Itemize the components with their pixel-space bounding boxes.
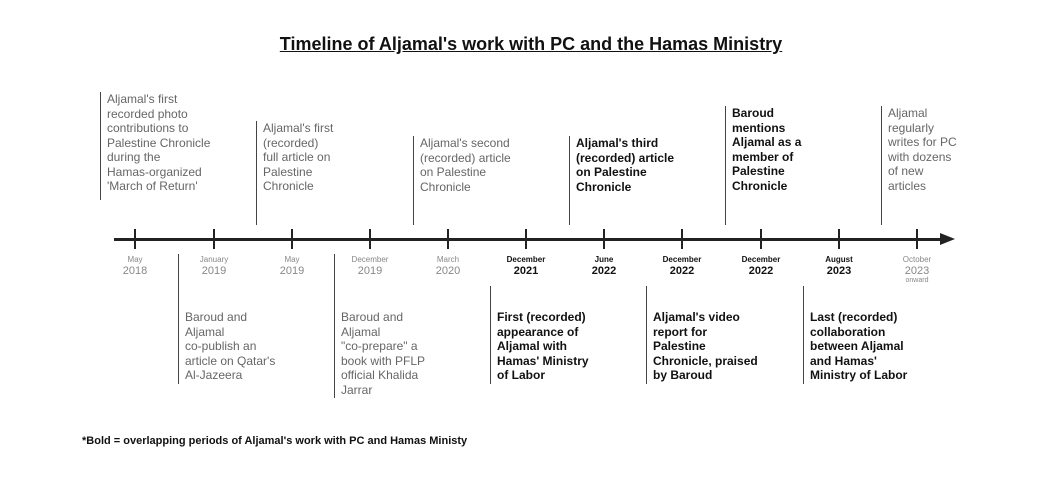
event-line: Aljamal's video <box>653 310 740 324</box>
event-line: Baroud <box>732 106 774 120</box>
event-line: articles <box>888 178 927 193</box>
event-below <box>646 286 758 384</box>
date-label <box>569 256 639 277</box>
event-above <box>256 121 333 225</box>
date-label <box>491 256 561 277</box>
timeline-tick <box>213 229 215 249</box>
date-year: 2019 <box>201 264 227 277</box>
event-line: (recorded) article <box>420 150 511 165</box>
event-below <box>490 286 589 384</box>
date-month: December <box>741 255 781 264</box>
event-line: full article on <box>263 150 331 164</box>
event-line: Chronicle <box>263 179 314 193</box>
date-label <box>647 256 717 277</box>
timeline-tick <box>134 229 136 249</box>
date-year: 2022 <box>748 264 774 277</box>
event-line: Chronicle <box>420 179 471 194</box>
event-below <box>803 286 907 384</box>
event-line: Chronicle <box>732 178 788 193</box>
date-label <box>882 256 952 285</box>
event-above <box>881 106 957 225</box>
event-line: (recorded) article <box>576 150 675 165</box>
timeline-tick <box>447 229 449 249</box>
event-line: and Hamas' <box>810 353 877 368</box>
event-line: during the <box>107 150 161 164</box>
event-line: on Palestine <box>420 165 487 179</box>
event-line: Chronicle <box>576 179 632 194</box>
timeline-tick <box>369 229 371 249</box>
date-month: August <box>825 255 853 264</box>
event-line: of new <box>888 164 924 178</box>
event-below <box>178 254 275 384</box>
event-line: Aljamal's first <box>263 121 334 135</box>
timeline-tick <box>838 229 840 249</box>
chart-title: Timeline of Aljamal's work with PC and the Hamas Ministry <box>279 34 783 54</box>
timeline-arrow-head <box>940 233 955 245</box>
date-label <box>726 256 796 277</box>
event-line: Last (recorded) <box>810 310 898 324</box>
event-line: First (recorded) <box>497 310 586 324</box>
date-year: 2019 <box>357 264 383 277</box>
timeline-tick <box>525 229 527 249</box>
event-line: regularly <box>888 120 935 135</box>
timeline-tick <box>291 229 293 249</box>
date-year: 2022 <box>591 264 617 277</box>
event-line: Chronicle, praised <box>653 353 758 368</box>
date-month: October <box>902 255 932 264</box>
event-line: writes for PC <box>888 135 957 149</box>
event-line: Aljamal's third <box>576 136 659 150</box>
event-line: Hamas-organized <box>107 164 202 179</box>
event-line: article on Qatar's <box>185 353 276 368</box>
event-line: "co-prepare" a <box>341 339 418 353</box>
event-line: report for <box>653 324 707 339</box>
date-year: 2021 <box>513 264 539 277</box>
event-line: Aljamal's second <box>420 136 510 150</box>
event-line: co-publish an <box>185 339 257 353</box>
date-month: May <box>127 255 143 264</box>
date-label <box>804 256 874 277</box>
event-line: recorded photo <box>107 106 188 121</box>
event-line: 'March of Return' <box>107 179 198 193</box>
event-line: on Palestine <box>576 165 647 179</box>
date-month: March <box>436 255 460 264</box>
event-line: Aljamal <box>185 324 225 339</box>
event-line: Palestine <box>732 164 785 178</box>
event-line: Aljamal as a <box>732 135 802 149</box>
date-year: 2022 <box>669 264 695 277</box>
timeline-axis <box>114 238 944 241</box>
event-line: of Labor <box>497 368 545 382</box>
event-line: book with PFLP <box>341 353 426 368</box>
timeline-tick <box>916 229 918 249</box>
event-line: by Baroud <box>653 368 713 382</box>
date-year: 2023 <box>904 264 930 277</box>
date-year: 2019 <box>279 264 305 277</box>
event-above <box>100 92 210 200</box>
date-month: December <box>662 255 702 264</box>
event-line: Al-Jazeera <box>185 368 243 382</box>
timeline-tick <box>760 229 762 249</box>
event-above <box>569 136 674 225</box>
event-above <box>413 136 511 225</box>
event-line: Aljamal <box>888 106 928 120</box>
event-line: appearance of <box>497 324 579 339</box>
event-below <box>334 254 425 398</box>
date-year: 2018 <box>122 264 148 277</box>
event-line: Aljamal <box>341 324 381 339</box>
event-line: Aljamal with <box>497 339 568 353</box>
event-line: Palestine <box>263 164 313 179</box>
date-month: January <box>199 255 229 264</box>
event-line: member of <box>732 149 794 164</box>
event-line: Palestine Chronicle <box>107 135 211 150</box>
event-line: (recorded) <box>263 135 319 150</box>
date-month: December <box>351 255 389 264</box>
event-line: official Khalida <box>341 368 419 382</box>
event-above <box>725 106 801 225</box>
event-line: Hamas' Ministry <box>497 353 589 368</box>
date-year: 2023 <box>826 264 852 277</box>
event-line: collaboration <box>810 324 886 339</box>
date-suffix: onward <box>905 276 929 284</box>
event-line: Aljamal's first <box>107 92 178 106</box>
event-line: Baroud and <box>185 310 248 324</box>
date-month: June <box>594 255 614 264</box>
event-line: Baroud and <box>341 310 404 324</box>
event-line: between Aljamal <box>810 339 904 353</box>
event-line: contributions to <box>107 121 189 135</box>
event-line: Ministry of Labor <box>810 368 908 382</box>
footnote: *Bold = overlapping periods of Aljamal's work with PC and Hamas Ministy <box>82 435 468 447</box>
timeline-tick <box>603 229 605 249</box>
date-year: 2020 <box>435 264 461 277</box>
event-line: Jarrar <box>341 382 373 397</box>
date-label <box>100 256 170 277</box>
event-line: with dozens <box>888 149 952 164</box>
date-month: December <box>506 255 546 264</box>
event-line: mentions <box>732 120 786 135</box>
event-line: Palestine <box>653 339 706 353</box>
timeline-tick <box>681 229 683 249</box>
date-month: May <box>284 255 300 264</box>
